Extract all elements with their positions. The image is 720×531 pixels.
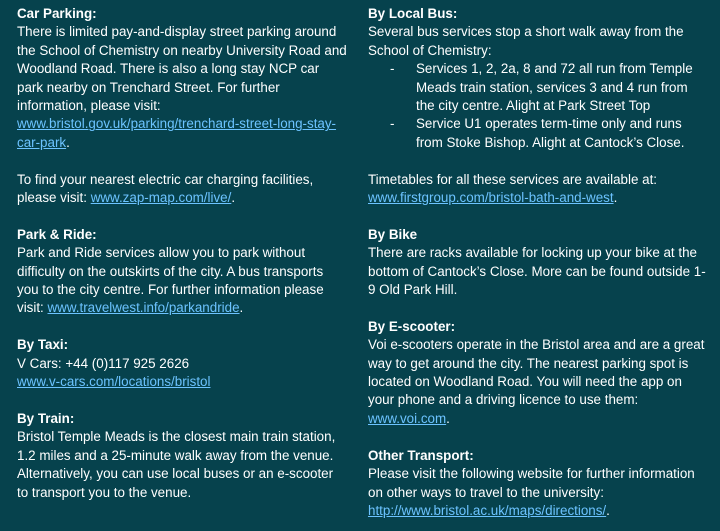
escooter-section: [368, 318, 708, 428]
car-parking-heading: Car Parking:: [17, 6, 97, 21]
bus-heading: By Local Bus:: [368, 6, 458, 21]
park-ride-heading: Park & Ride:: [17, 226, 97, 242]
travelwest-link[interactable]: www.travelwest.info/parkandride: [47, 300, 240, 316]
voi-link[interactable]: www.voi.com: [368, 410, 447, 426]
taxi-section: [17, 336, 347, 391]
bus-section: [368, 5, 708, 207]
bike-heading: By Bike: [368, 226, 418, 242]
bus-text: Several bus services stop a short walk away from the School of Chemistry:: [368, 24, 684, 58]
other-transport-section: [368, 447, 708, 521]
escooter-text: Voi e-scooters operate in the Bristol area and are a great way to get around the city. The nearest parking spot is located on Woodland Road. You will need the app on your phone and a driving licence to use them: www.voi.com.: [368, 337, 705, 426]
firstgroup-link[interactable]: www.firstgroup.com/bristol-bath-and-west: [368, 190, 614, 206]
other-transport-text: Please visit the following website for further information on other ways to travel to the university: http://www.bristol.ac.uk/maps/directions/.: [368, 466, 695, 518]
park-ride-section: [17, 226, 347, 318]
list-item: - Services 1, 2, 2a, 8 and 72 all run from Temple Meads train station, services 3 and 4 run from the city centre. Alight at Park Street Top: [416, 60, 708, 115]
left-column: [17, 5, 347, 502]
taxi-heading: By Taxi:: [17, 337, 69, 353]
ev-charging-text: To find your nearest electric car charging facilities, please visit: www.zap-map.com/live/.: [17, 171, 314, 206]
right-column: [368, 5, 708, 520]
bristol-directions-link[interactable]: http://www.bristol.ac.uk/maps/directions/: [368, 502, 607, 518]
list-item: - Service U1 operates term-time only and runs from Stoke Bishop. Alight at Cantock’s Close.: [416, 115, 708, 152]
v-cars-link[interactable]: www.v-cars.com/locations/bristol: [17, 374, 211, 390]
train-section: [17, 410, 347, 502]
bristol-parking-link[interactable]: www.bristol.gov.uk/parking/trenchard-street-long-stay-car-park: [17, 116, 337, 150]
bike-text: There are racks available for locking up your bike at the bottom of Cantock’s Close. More can be found outside 1-9 Old Park Hill.: [368, 245, 706, 298]
train-text: Bristol Temple Meads is the closest main train station, 1.2 miles and a 25-minute walk away from the venue. Alternatively, you can use local buses or an e-scooter to transport you to the venue.: [17, 429, 336, 500]
escooter-heading: By E-scooter:: [368, 318, 456, 334]
taxi-phone: V Cars: +44 (0)117 925 2626: [17, 355, 190, 371]
park-ride-text: Park and Ride services allow you to park without difficulty on the outskirts of the city. A bus transports you to the city centre. For further information please visit: www.travelwest.info/parkandride.: [17, 245, 324, 316]
car-parking-text: There is limited pay-and-display street parking around the School of Chemistry on nearby University Road and Woodland Road. There is also a long stay NCP car park nearby on Trenchard Street. For further information, please visit: www.bristol.gov.uk/parking/trenchard-street-long-stay-car-park.: [17, 24, 347, 150]
car-parking-section: [17, 5, 347, 207]
timetable-text: Timetables for all these services are available at: www.firstgroup.com/bristol-bath-and-west.: [368, 171, 658, 206]
train-heading: By Train:: [17, 410, 75, 426]
zap-map-link[interactable]: www.zap-map.com/live/: [90, 190, 232, 206]
other-transport-heading: Other Transport:: [368, 447, 474, 463]
bike-section: [368, 226, 708, 300]
bus-services-list: [368, 60, 708, 152]
